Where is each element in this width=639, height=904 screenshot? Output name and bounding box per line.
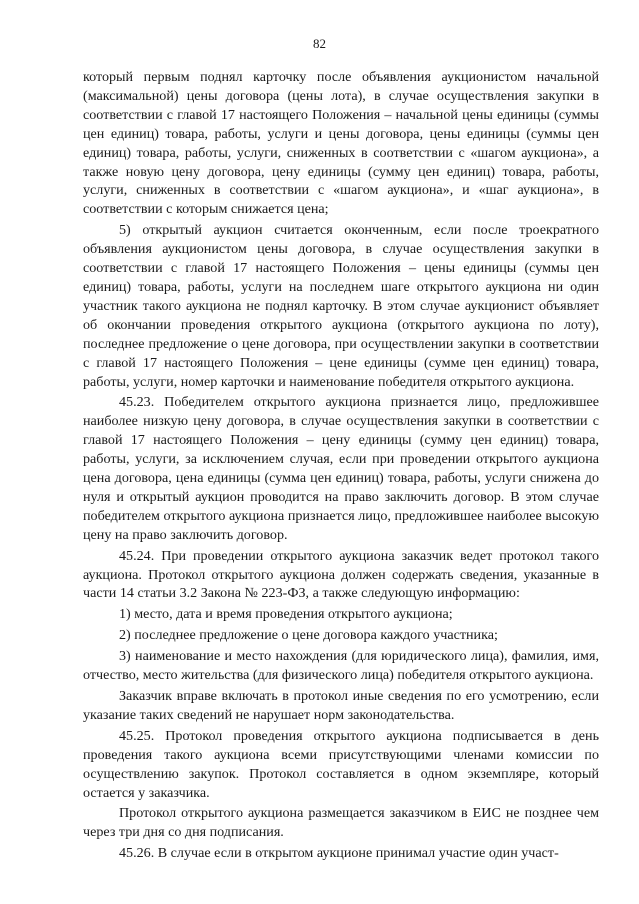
paragraph-item-5: 5) открытый аукцион считается оконченным, если после троекратного объявления аукционистом цены договора, в случае осуществления закупки в соответствии с главой 17 настоящего Положения – цены единицы (суммы цен единиц) товара, работы, услуги на последнем шаге открытого аукциона ни один участник такого аукциона не поднял карточку. В этом случае аукционист объявляет об окончании проведения открытого аукциона (открытого аукциона по лоту), последнее предложение о цене договора, при осуществлении закупки в соответствии с главой 17 настоящего Положения – цене единицы (сумме цен единиц) товара, работы, услуги, номер карточки и наименование победителя открытого аукциона. <box>83 222 599 390</box>
paragraph-45-26: 45.26. В случае если в открытом аукционе принимал участие один участ- <box>119 845 559 862</box>
page-number: 82 <box>313 36 326 51</box>
paragraph-protocol-placement: Протокол открытого аукциона размещается заказчиком в ЕИС не позднее чем через три дня со дня подписания. <box>83 805 599 841</box>
list-item-3: 3) наименование и место нахождения (для юридического лица), фамилия, имя, отчество, место жительства (для физического лица) победителя открытого аукциона. <box>83 648 599 684</box>
paragraph-customer-right: Заказчик вправе включать в протокол иные сведения по его усмотрению, если указание таких сведений не нарушает норм законодательства. <box>83 688 599 723</box>
list-item-1: 1) место, дата и время проведения открытого аукциона; <box>119 606 453 623</box>
document-body <box>83 68 599 865</box>
paragraph-45-23: 45.23. Победителем открытого аукциона признается лицо, предложившее наиболее низкую цену договора, в случае осуществления закупки в соответствии с главой 17 настоящего Положения – цену единицы (сумму цен единиц) товара, работы, услуги, за исключением случая, если при проведении открытого аукциона цена договора, цена единицы (сумма цен единиц) товара, работы, услуги снижена до нуля и открытый аукцион проводится на право заключить договор. В этом случае победителем открытого аукциона признается лицо, предложившее наиболее высокую цену на право заключить договор. <box>83 394 599 543</box>
paragraph-45-24: 45.24. При проведении открытого аукциона заказчик ведет протокол такого аукциона. Протокол открытого аукциона должен содержать сведения, указанные в части 14 статьи 3.2 Закона № 223-ФЗ, а также следующую информацию: <box>83 547 599 602</box>
paragraph-45-25: 45.25. Протокол проведения открытого аукциона подписывается в день проведения такого аукциона всеми присутствующими членами комиссии по осуществлению закупок. Протокол составляется в одном экземпляре, который остается у заказчика. <box>83 727 599 801</box>
paragraph-continuation: который первым поднял карточку после объявления аукционистом начальной (максимальной) цены договора (цены лота), в случае осуществления закупки в соответствии с главой 17 настоящего Положения – начальной цены единицы (суммы цен единиц) товара, работы, услуги и цены договора, цены единицы (суммы цен единиц) товара, работы, услуги, сниженных в соответствии с «шагом аукциона», а также новую цену договора, цену единицы (сумму цен единиц) товара, работы, услуги, сниженных в соответствии с «шагом аукциона», и «шаг аукциона», в соответствии с которым снижается цена; <box>83 69 599 218</box>
list-item-2: 2) последнее предложение о цене договора каждого участника; <box>119 627 498 644</box>
